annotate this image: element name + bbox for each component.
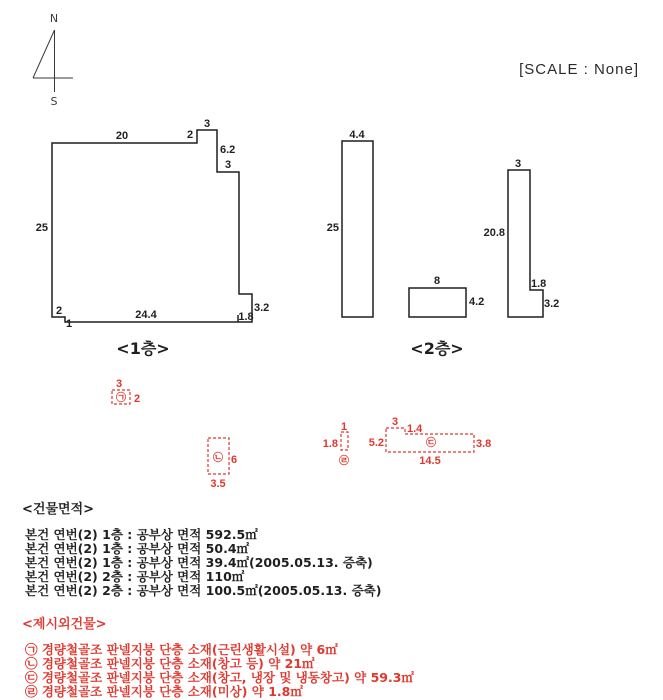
annex-list-line: ㉠ 경량철골조 판넬지붕 단층 소재(근린생활시설) 약 6㎡ (25, 642, 338, 657)
annex-list-line: ㉣ 경량철골조 판넬지붕 단층 소재(미상) 약 1.8㎡ (25, 684, 303, 699)
dim-annex-a-right: 2 (134, 393, 141, 405)
building-area-line: 본건 연번(2) 1층 : 공부상 면적 50.4㎡ (25, 541, 250, 556)
dim-floor2-small-top: 8 (433, 275, 441, 287)
floor2-tall-rect (342, 141, 373, 317)
dim-floor1-bl-step-w: 2 (55, 305, 63, 317)
annex-list-line: ㉡ 경량철골조 판넬지붕 단층 소재(창고 등) 약 21㎡ (25, 656, 315, 671)
dim-floor1-left: 25 (35, 222, 48, 234)
annex-c-symbol: ㉢ (426, 438, 436, 449)
building-area-header: <건물면적> (22, 502, 95, 517)
compass-south-label: S (50, 95, 58, 108)
scale-note: [SCALE : None] (519, 61, 639, 78)
dim-floor1-bottom: 24.4 (135, 309, 157, 321)
floor2-small-rect (409, 288, 466, 317)
dim-floor1-br-tab-w: 1.8 (238, 311, 254, 323)
dim-floor1-upper-right: 3 (224, 159, 232, 171)
annex-d-symbol: ㉣ (339, 456, 349, 467)
dim-floor2-tall-top: 4.4 (349, 129, 365, 141)
dim-annex-c-step: 1.4 (407, 423, 423, 435)
building-area-section (22, 498, 381, 598)
dim-floor1-notch-side: 6.2 (220, 144, 236, 156)
dim-floor2-l-step-h: 3.2 (544, 298, 560, 310)
annex-list-header: <제시외건물> (22, 617, 107, 632)
floor1-plan (36, 118, 270, 358)
dim-floor2-l-top: 3 (514, 158, 522, 170)
building-area-lines (22, 528, 381, 598)
dim-floor2-l-step-w: 1.8 (531, 278, 547, 290)
annex-shapes (112, 378, 491, 490)
building-area-line: 본건 연번(2) 1층 : 공부상 면적 592.5㎡ (25, 527, 258, 542)
annex-b-symbol: ㉡ (213, 453, 223, 464)
building-area-line: 본건 연번(2) 1층 : 공부상 면적 39.4㎡(2005.05.13. 증축) (25, 555, 373, 570)
dim-annex-c-left: 5.2 (368, 437, 384, 449)
dim-floor2-tall-left: 25 (326, 222, 339, 234)
annex-a-symbol: ㉠ (116, 393, 126, 404)
annex-d-outline (341, 432, 348, 450)
floor2-plan (327, 129, 560, 358)
dim-floor1-br-tab-h: 3.2 (254, 302, 270, 314)
dim-floor1-notch-top: 3 (203, 118, 211, 130)
annex-list-line: ㉢ 경량철골조 판넬지붕 단층 소재(창고, 냉장 및 냉동창고) 약 59.3㎡ (25, 670, 414, 685)
dim-annex-a-top: 3 (115, 378, 123, 390)
dim-annex-c-bottom: 14.5 (419, 455, 441, 467)
floor2-caption: <2층> (410, 339, 464, 358)
building-area-line: 본건 연번(2) 2층 : 공부상 면적 110㎡ (25, 569, 245, 584)
north-arrow-diagonal (33, 30, 55, 78)
dim-floor2-small-right: 4.2 (469, 296, 485, 308)
annex-list-section (22, 613, 414, 699)
dim-annex-c-top: 3 (391, 416, 399, 428)
floor2-l-shape (508, 170, 543, 317)
north-arrow (33, 12, 73, 108)
annex-list-lines (22, 643, 414, 699)
dim-annex-c-right: 3.8 (476, 438, 492, 450)
building-area-line: 본건 연번(2) 2층 : 공부상 면적 100.5㎡(2005.05.13. 증축) (25, 583, 382, 598)
dim-annex-d-top: 1 (340, 421, 348, 433)
compass-north-label: N (49, 12, 59, 25)
dim-floor2-l-left: 20.8 (483, 227, 505, 239)
floor1-outline (52, 130, 252, 322)
floor1-caption: <1층> (116, 339, 170, 358)
dim-floor1-step-up: 2 (186, 129, 194, 141)
dim-annex-d-left: 1.8 (322, 438, 338, 450)
dim-annex-b-bottom: 3.5 (210, 478, 226, 490)
dim-annex-b-right: 6 (231, 454, 238, 466)
dim-floor1-bl-step-h: 1 (65, 318, 73, 330)
dim-floor1-top: 20 (115, 130, 129, 142)
